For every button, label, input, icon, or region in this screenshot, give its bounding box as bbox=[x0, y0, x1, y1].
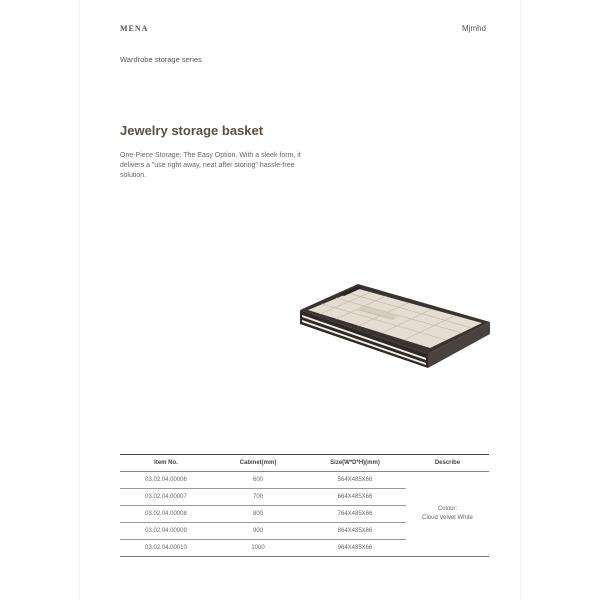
table-header-row bbox=[120, 455, 489, 472]
header-item-no: Item No. bbox=[120, 455, 212, 472]
header-size: Size(W*D*H)(mm) bbox=[304, 455, 406, 472]
jewelry-tray-image bbox=[296, 280, 496, 380]
item-no-cell: 03.02.04.00010 bbox=[120, 540, 212, 557]
series-label: Wardrobe storage series bbox=[120, 55, 202, 64]
describe-colour-value: Cloud Velvet White bbox=[422, 515, 473, 521]
item-no-cell: 03.02.04.00009 bbox=[120, 523, 212, 540]
item-no-cell: 03.02.04.00008 bbox=[120, 506, 212, 523]
header-cabinet: Cabinet(mm) bbox=[212, 455, 304, 472]
table-row bbox=[120, 472, 489, 489]
describe-colour-label: Colour: bbox=[437, 506, 458, 512]
brand-logo-right: Mjmhd bbox=[462, 24, 487, 33]
cabinet-cell: 800 bbox=[212, 506, 304, 523]
spec-table bbox=[120, 454, 489, 557]
size-cell: 664X485X66 bbox=[304, 489, 406, 506]
size-cell: 864X485X66 bbox=[304, 523, 406, 540]
describe-cell bbox=[406, 472, 489, 557]
product-description: One-Piece Storage: The Easy Option. With a sleek form, it delivers a "use right away, neat after storing" hassle-free solution. bbox=[120, 152, 301, 179]
cabinet-cell: 600 bbox=[212, 472, 304, 489]
item-no-cell: 03.02.04.00006 bbox=[120, 472, 212, 489]
cabinet-cell: 1000 bbox=[212, 540, 304, 557]
item-no-cell: 03.02.04.00007 bbox=[120, 489, 212, 506]
size-cell: 564X485X66 bbox=[304, 472, 406, 489]
cabinet-cell: 700 bbox=[212, 489, 304, 506]
brand-logo: MENA bbox=[120, 24, 149, 33]
size-cell: 964X485X66 bbox=[304, 540, 406, 557]
product-title: Jewelry storage basket bbox=[120, 123, 264, 138]
cabinet-cell: 900 bbox=[212, 523, 304, 540]
size-cell: 764X485X66 bbox=[304, 506, 406, 523]
header-describe: Describe bbox=[406, 455, 489, 472]
